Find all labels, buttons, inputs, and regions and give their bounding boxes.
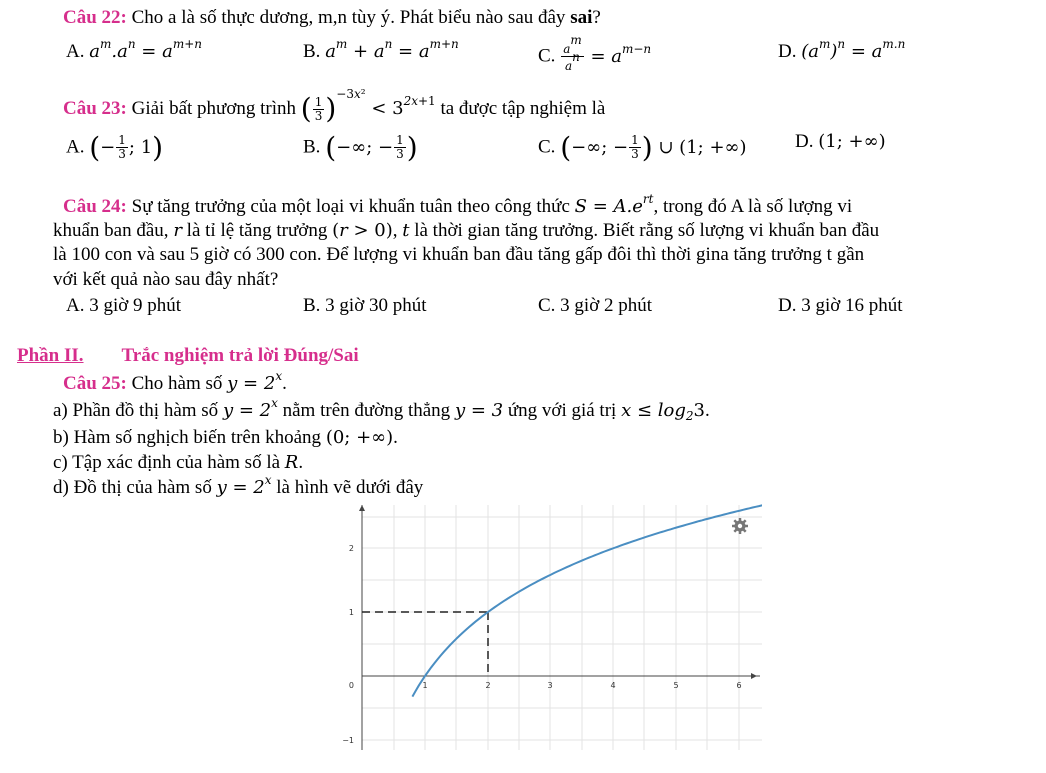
q23-stem: Câu 23: Giải bất phương trình ( $\frac{1}{3}$ )$^{-3x^2} < 3^{2x+1}$ ta được tập nghiệm là xyxy=(63,87,606,125)
statement-text: b) Hàm số nghịch biến trên khoảng xyxy=(53,427,326,448)
x-tick-4: 4 xyxy=(610,681,616,690)
option-letter: A. xyxy=(66,41,85,62)
q22-text: Cho a là số thực dương, m,n tùy ý. Phát biểu nào sau đây xyxy=(126,7,571,28)
axes xyxy=(362,505,760,750)
option-letter: C. xyxy=(538,136,556,158)
q22-option-c[interactable]: C. $\frac{a^m}{a^n}$ = $a^{m-n}$ xyxy=(538,33,652,73)
q23-option-b[interactable]: B. (−∞; − $\frac{1}{3}$ ) xyxy=(303,130,418,164)
y-axis-arrow xyxy=(359,505,365,511)
statement-text: a) Phần đồ thị hàm số xyxy=(53,400,223,421)
curve-y-equals-2-pow-x xyxy=(412,503,762,697)
option-letter: B. xyxy=(303,41,321,62)
statement-text: c) Tập xác định của hàm số là xyxy=(53,452,285,473)
y-tick-1: 1 xyxy=(348,608,354,617)
q25-statement-c[interactable]: c) Tập xác định của hàm số là R. xyxy=(53,452,304,473)
q23-option-d[interactable]: D. (1; +∞) xyxy=(795,131,886,152)
q22-stem xyxy=(63,6,601,30)
x-tick-6: 6 xyxy=(736,681,742,690)
grid-lines xyxy=(362,505,762,750)
q24-line-3: là 100 con và sau 5 giờ có 300 con. Để lượng vi khuẩn ban đầu tăng gấp đôi thì thời gina tăng trưởng t gần xyxy=(53,244,865,265)
q24-option-d[interactable]: D. 3 giờ 16 phút xyxy=(778,295,903,316)
q23-text-before: Giải bất phương trình xyxy=(126,98,301,119)
q24-text: , xyxy=(392,220,403,241)
option-letter: C. xyxy=(538,45,556,67)
part2-number: Phần II. xyxy=(17,345,84,366)
x-tick-3: 3 xyxy=(547,681,553,690)
q24-text: , trong đó A là số lượng vi xyxy=(653,196,853,217)
q23-option-c[interactable]: C. (−∞; − $\frac{1}{3}$ ) ∪ (1; +∞) xyxy=(538,130,747,164)
q23-text-after: ta được tập nghiệm là xyxy=(435,98,606,119)
q22-label: Câu 22: xyxy=(63,7,127,28)
statement-text: d) Đồ thị của hàm số xyxy=(53,477,217,498)
q23-option-a[interactable]: A. (− $\frac{1}{3}$ ; 1) xyxy=(66,130,164,164)
option-letter: D. xyxy=(778,41,797,62)
x-tick-2: 2 xyxy=(485,681,491,690)
option-letter: B. xyxy=(303,136,321,158)
q25-text: Cho hàm số xyxy=(126,373,228,394)
q24-line-1: Câu 24: Sự tăng trưởng của một loại vi khuẩn tuân theo công thức $S = A.e^{rt}$, trong đó A là số lượng vi xyxy=(63,192,853,217)
y-tick-minus-1: −1 xyxy=(342,736,354,745)
q22-option-d[interactable]: D. $(a^m)^n = a^{m.n}$ xyxy=(778,37,906,62)
part2-heading xyxy=(17,344,359,368)
function-graph xyxy=(332,500,762,750)
gear-icon[interactable] xyxy=(732,518,748,534)
q25-label: Câu 25: xyxy=(63,373,127,394)
origin-label: 0 xyxy=(348,681,354,690)
statement-text: ứng với giá trị xyxy=(503,400,622,421)
q25-statement-d[interactable]: d) Đồ thị của hàm số $y = 2^x$ là hình vẽ dưới đây xyxy=(53,473,424,498)
q22-end: ? xyxy=(592,7,601,28)
q25-statement-b[interactable]: b) Hàm số nghịch biến trên khoảng (0; +∞). xyxy=(53,427,398,448)
option-letter: D. xyxy=(795,131,814,152)
q25-statement-a[interactable]: a) Phần đồ thị hàm số $y = 2^x$ nằm trên đường thẳng y = 3 ứng với giá trị $x \le \log_23$. xyxy=(53,396,710,423)
part2-title: Trắc nghiệm trả lời Đúng/Sai xyxy=(121,345,359,366)
x-axis-arrow xyxy=(751,673,757,679)
q24-label: Câu 24: xyxy=(63,196,127,217)
q24-line-4: với kết quả nào sau đây nhất? xyxy=(53,269,279,290)
q24-option-a[interactable]: A. 3 giờ 9 phút xyxy=(66,295,182,316)
q24-option-c[interactable]: C. 3 giờ 2 phút xyxy=(538,295,653,316)
q22-option-a[interactable]: A. $a^m.a^n = a^{m+n}$ xyxy=(66,37,202,62)
q23-label: Câu 23: xyxy=(63,98,127,119)
q24-text: là tỉ lệ tăng trưởng xyxy=(181,220,333,241)
q22-option-b[interactable]: B. $a^m + a^n = a^{m+n}$ xyxy=(303,37,459,62)
q24-text: khuẩn ban đầu, xyxy=(53,220,174,241)
x-tick-5: 5 xyxy=(673,681,679,690)
q24-option-b[interactable]: B. 3 giờ 30 phút xyxy=(303,295,427,316)
x-tick-1: 1 xyxy=(422,681,428,690)
q24-text: là thời gian tăng trưởng. Biết rằng số lượng vi khuẩn ban đầu xyxy=(409,220,880,241)
q22-emph: sai xyxy=(570,7,593,28)
q24-text: Sự tăng trưởng của một loại vi khuẩn tuân theo công thức xyxy=(126,196,575,217)
q25-stem: Câu 25: Cho hàm số $y = 2^x$. xyxy=(63,369,287,394)
option-letter: A. xyxy=(66,136,85,158)
q24-line-2: khuẩn ban đầu, r là tỉ lệ tăng trưởng (r > 0), t là thời gian tăng trưởng. Biết rằng số lượng vi khuẩn ban đầu xyxy=(53,220,880,241)
y-tick-2: 2 xyxy=(348,544,354,553)
statement-text: nằm trên đường thẳng xyxy=(277,400,455,421)
statement-text: là hình vẽ dưới đây xyxy=(271,477,424,498)
